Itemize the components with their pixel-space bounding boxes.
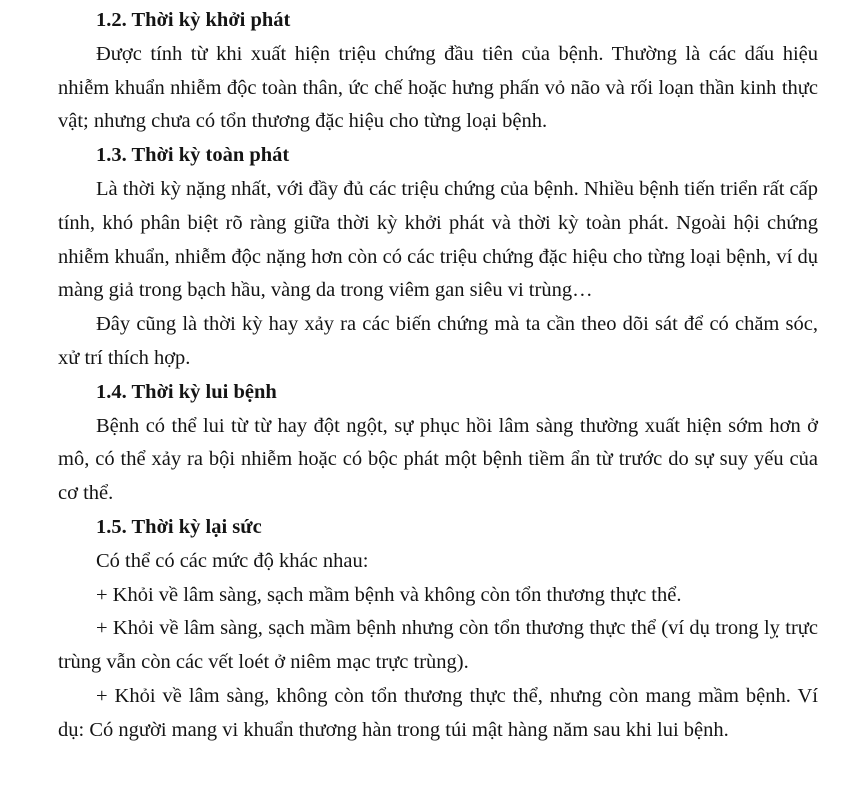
paragraph: Có thể có các mức độ khác nhau: — [96, 549, 369, 572]
document-page — [58, 4, 818, 748]
list-item: + Khỏi về lâm sàng, sạch mầm bệnh và không còn tổn thương thực thể. — [96, 583, 682, 606]
section-heading: 1.5. Thời kỳ lại sức — [96, 515, 262, 538]
paragraph: Đây cũng là thời kỳ hay xảy ra các biến chứng mà ta cần theo dõi sát để có chăm sóc, xử trí thích hợp. — [58, 313, 818, 369]
section-lui-benh — [58, 376, 818, 511]
list-item: + Khỏi về lâm sàng, không còn tổn thương thực thể, nhưng còn mang mầm bệnh. Ví dụ: Có người mang vi khuẩn thương hàn trong túi mật hàng năm sau khi lui bệnh. — [58, 684, 818, 741]
section-toan-phat — [58, 139, 818, 376]
section-heading: 1.3. Thời kỳ toàn phát — [96, 144, 290, 167]
section-khoi-phat — [58, 4, 818, 139]
paragraph: Được tính từ khi xuất hiện triệu chứng đầu tiên của bệnh. Thường là các dấu hiệu nhiễm khuẩn nhiễm độc toàn thân, ức chế hoặc hưng phấn vỏ não và rối loạn thần kinh thực vật; nhưng chưa có tổn thương đặc hiệu cho từng loại bệnh. — [58, 42, 818, 133]
paragraph: Là thời kỳ nặng nhất, với đầy đủ các triệu chứng của bệnh. Nhiều bệnh tiến triển rất cấp tính, khó phân biệt rõ ràng giữa thời kỳ khởi phát và thời kỳ toàn phát. Ngoài hội chứng nhiễm khuẩn, nhiễm độc nặng hơn còn có các triệu chứng đặc hiệu cho từng loại bệnh, ví dụ màng giả trong bạch hầu, vàng da trong viêm gan siêu vi trùng… — [58, 177, 818, 302]
section-heading: 1.4. Thời kỳ lui bệnh — [96, 380, 277, 403]
paragraph: Bệnh có thể lui từ từ hay đột ngột, sự phục hồi lâm sàng thường xuất hiện sớm hơn ở mô, có thể xảy ra bội nhiễm hoặc có bộc phát một bệnh tiềm ẩn từ trước do sự suy yếu của cơ thể. — [58, 414, 818, 505]
section-heading: 1.2. Thời kỳ khởi phát — [96, 9, 291, 31]
section-lai-suc — [58, 511, 818, 748]
list-item: + Khỏi về lâm sàng, sạch mầm bệnh nhưng còn tổn thương thực thể (ví dụ trong lỵ trực trùng vẫn còn các vết loét ở niêm mạc trực trùng). — [58, 617, 818, 674]
